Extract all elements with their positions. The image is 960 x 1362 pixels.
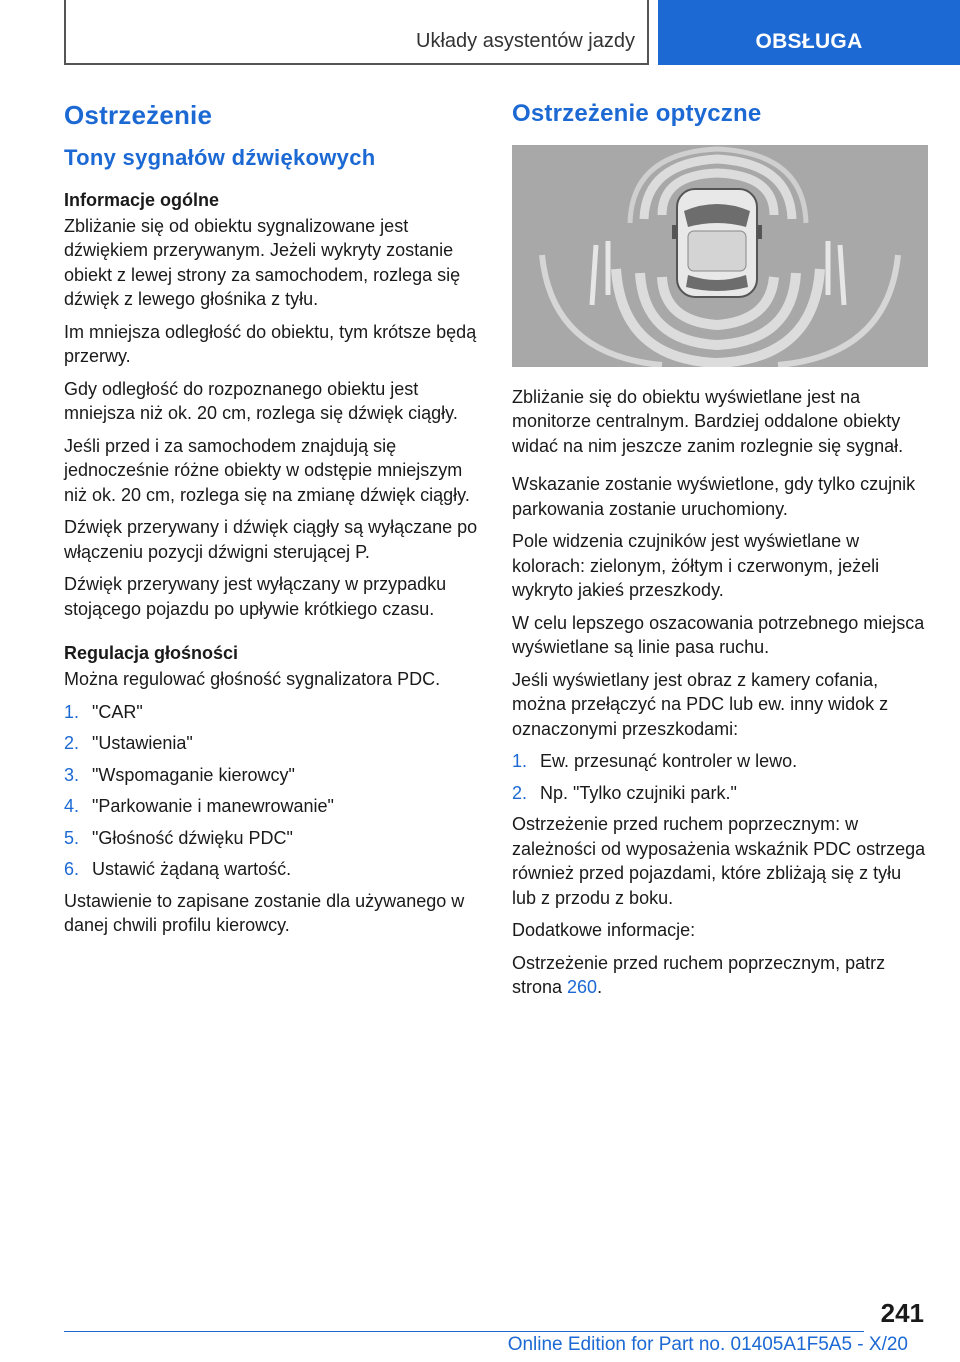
pdc-illustration — [512, 145, 928, 367]
paragraph: W celu lepszego oszacowania potrzebnego miejsca wyświetlane są linie pasa ruchu. — [512, 612, 925, 658]
paragraph: Jeśli wyświetlany jest obraz z kamery cofania, można przełączyć na PDC lub ew. inny widok z oznaczonymi przeszkodami: — [512, 669, 889, 739]
paragraph: Gdy odległość do rozpoznanego obiektu jest mniejsza niż ok. 20 cm, rozlega się dźwięk ciągły. — [64, 378, 458, 424]
reference-paragraph: Ostrzeżenie przed ruchem poprzecznym, patrz strona 260. — [512, 952, 886, 998]
list-item: 2. Np. "Tylko czujniki park." — [512, 782, 737, 803]
section-title-optical: Ostrzeżenie optyczne — [512, 100, 762, 127]
footer-edition: Online Edition for Part no. 01405A1F5A5 - X/20 — [507, 1334, 908, 1355]
paragraph: Ostrzeżenie przed ruchem poprzecznym: w zależności od wyposażenia wskaźnik PDC ostrzega również przed pojazdami, które zbliżają się z tyłu lub z przodu z boku. — [512, 814, 926, 908]
paragraph: Można regulować głośność sygnalizatora PDC. — [64, 669, 441, 690]
list-item: 5. "Głośność dźwięku PDC" — [64, 827, 293, 848]
paragraph: Dodatkowe informacje: — [512, 920, 696, 941]
list-item: 1. "CAR" — [64, 701, 143, 722]
paragraph: Jeśli przed i za samochodem znajdują się jednocześnie różne obiekty w odstępie mniejszym niż ok. 20 cm, rozlega się na zmianę dźwięk ciągły. — [64, 435, 470, 505]
list-item: 6. Ustawić żądaną wartość. — [64, 859, 292, 880]
pdc-car-sensor-icon — [512, 145, 928, 367]
view-steps-list — [512, 749, 928, 805]
list-item: 2. "Ustawienia" — [64, 733, 193, 754]
paragraph: Im mniejsza odległość do obiektu, tym krótsze będą przerwy. — [64, 321, 477, 367]
paragraph: Ustawienie to zapisane zostanie dla używanego w danej chwili profilu kierowcy. — [64, 890, 465, 936]
left-column — [64, 100, 480, 946]
page-number: 241 — [880, 1298, 924, 1328]
header-section-title: Układy asystentów jazdy — [416, 30, 635, 52]
header-frame — [64, 0, 649, 65]
paragraph: Wskazanie zostanie wyświetlone, gdy tylko czujnik parkowania zostanie uruchomiony. — [512, 474, 916, 519]
right-column — [512, 100, 928, 1008]
heading-general: Informacje ogólne — [64, 189, 220, 210]
paragraph: Zbliżanie się od obiektu sygnalizowane jest dźwiękiem przerywanym. Jeżeli wykryty zostanie obiekt z lewej strony za samochodem, rozlega się dźwięk z lewego głośnika z tyłu. — [64, 215, 461, 310]
page-title: Ostrzeżenie — [64, 100, 213, 130]
header-chapter-tab[interactable]: OBSŁUGA — [658, 0, 960, 65]
paragraph: Dźwięk przerywany i dźwięk ciągły są wyłączane po włączeniu pozycji dźwigni sterującej P. — [64, 517, 478, 562]
list-item: 1. Ew. przesunąć kontroler w lewo. — [512, 751, 798, 772]
heading-volume: Regulacja głośności — [64, 643, 239, 664]
list-item: 3. "Wspomaganie kierowcy" — [64, 764, 295, 785]
footer-divider — [64, 1331, 864, 1332]
volume-steps-list — [64, 700, 480, 882]
paragraph: Pole widzenia czujników jest wyświetlane w kolorach: zielonym, żółtym i czerwonym, jeżeli wykryto jakieś przeszkody. — [512, 531, 880, 601]
page-reference-link[interactable]: 260 — [567, 977, 598, 998]
paragraph: Zbliżanie się do obiektu wyświetlane jest na monitorze centralnym. Bardziej oddalone obiekty widać na nim jeszcze zanim rozlegnie się sygnał. — [512, 386, 904, 456]
section-title-acoustic: Tony sygnałów dźwiękowych — [64, 145, 376, 171]
list-item: 4. "Parkowanie i manewrowanie" — [64, 796, 334, 817]
paragraph: Dźwięk przerywany jest wyłączany w przypadku stojącego pojazdu po upływie krótkiego czasu. — [64, 574, 447, 619]
